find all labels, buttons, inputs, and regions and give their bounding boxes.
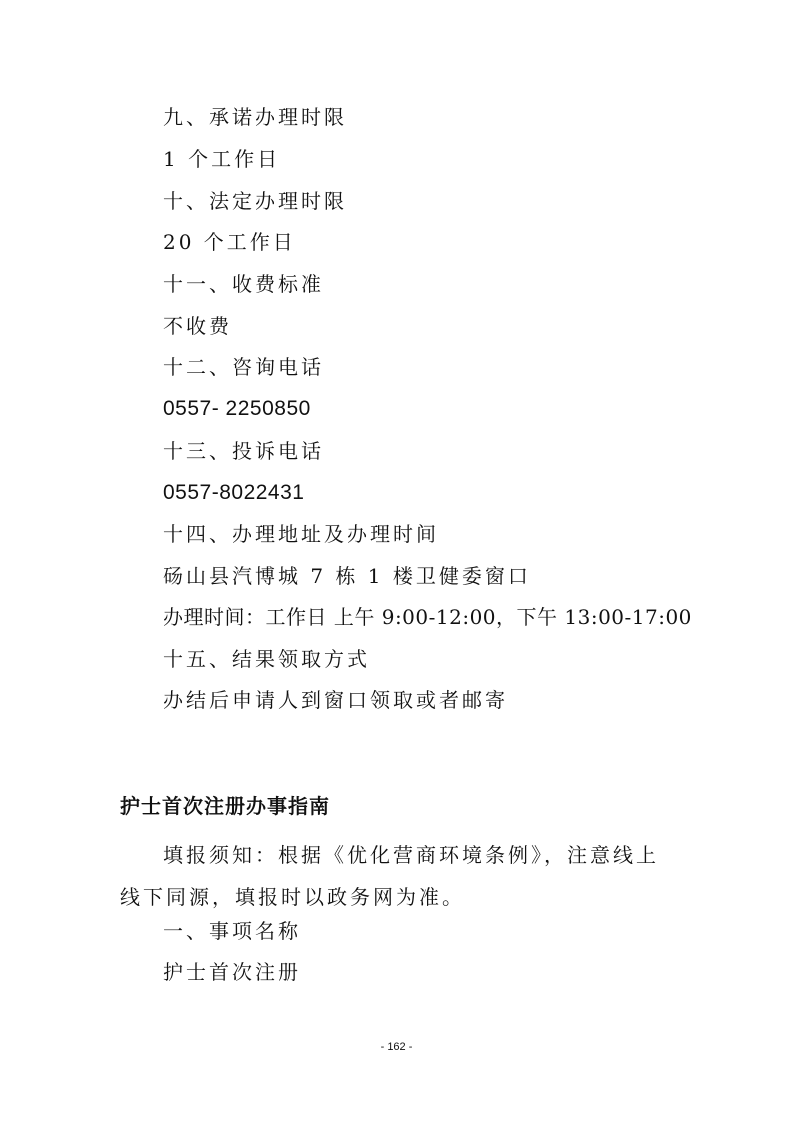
legal-time-value: 20 个工作日 xyxy=(163,230,296,254)
address-value: 砀山县汽博城 7 栋 1 楼卫健委窗口 xyxy=(163,564,531,588)
section-twelve-heading: 十二、咨询电话 xyxy=(163,355,324,379)
promised-time-value: 1 个工作日 xyxy=(163,147,281,171)
section-eleven-heading: 十一、收费标准 xyxy=(163,272,324,296)
guide-title: 护士首次注册办事指南 xyxy=(120,794,330,818)
section-ten-heading: 十、法定办理时限 xyxy=(163,189,347,213)
result-collection-value: 办结后申请人到窗口领取或者邮寄 xyxy=(163,688,508,712)
consult-phone-value: 0557- 2250850 xyxy=(163,397,311,420)
section-nine-heading: 九、承诺办理时限 xyxy=(163,105,347,129)
fee-value: 不收费 xyxy=(163,314,232,338)
section-fifteen-heading: 十五、结果领取方式 xyxy=(163,647,370,671)
page-number: - 162 - xyxy=(380,1041,413,1053)
section-fourteen-heading: 十四、办理地址及办理时间 xyxy=(163,522,439,546)
complaint-phone-value: 0557-8022431 xyxy=(163,481,305,504)
section-thirteen-heading: 十三、投诉电话 xyxy=(163,439,324,463)
item-name-value: 护士首次注册 xyxy=(163,960,301,984)
filing-notice: 填报须知：根据《优化营商环境条例》，注意线上线下同源，填报时以政务网为准。 xyxy=(120,843,659,909)
item-name-heading: 一、事项名称 xyxy=(163,919,301,943)
office-hours-value: 办理时间：工作日 上午 9:00-12:00，下午 13:00-17:00 xyxy=(163,605,692,629)
